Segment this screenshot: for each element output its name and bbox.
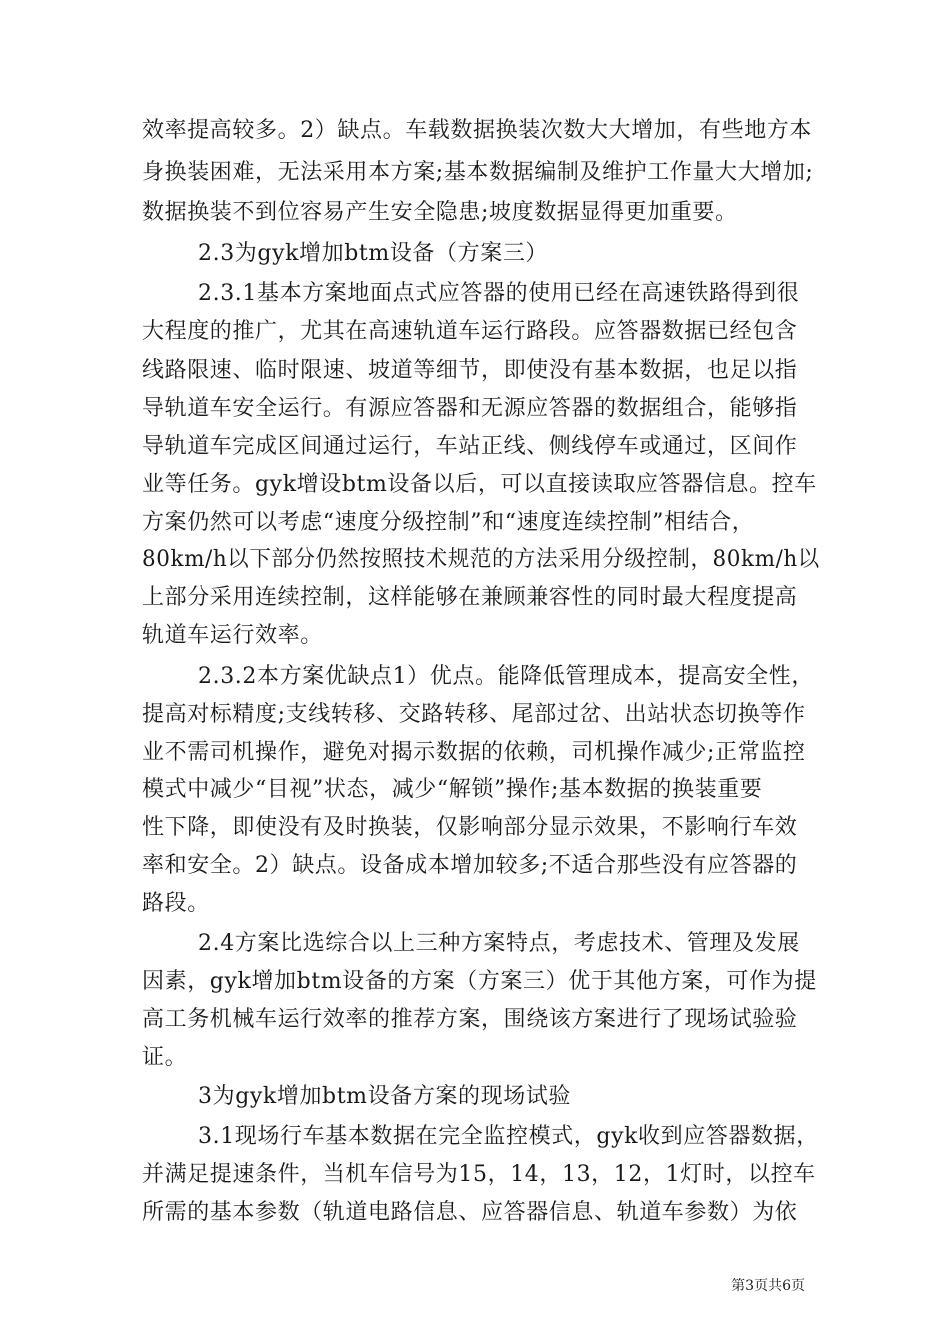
text-line: 提高对标精度;支线转移、交路转移、尾部过岔、出站状态切换等作 — [142, 702, 806, 727]
text-line: 2.4方案比选综合以上三种方案特点，考虑技术、管理及发展 — [198, 931, 800, 956]
text-line: 路段。 — [142, 891, 210, 916]
text-line: 所需的基本参数（轨道电路信息、应答器信息、轨道车参数）为依 — [142, 1200, 798, 1225]
text-line: 线路限速、临时限速、坡道等细节，即使没有基本数据，也足以指 — [142, 358, 798, 383]
text-line: 效率提高较多。2）缺点。车载数据换装次数大大增加，有些地方本 — [142, 118, 812, 143]
text-line: 性下降，即使没有及时换装，仅影响部分显示效果，不影响行车效 — [142, 815, 798, 840]
text-line: 3.1现场行车基本数据在完全监控模式，gyk收到应答器数据， — [198, 1124, 819, 1149]
text-line: 轨道车运行效率。 — [142, 623, 323, 648]
text-line: 身换装困难，无法采用本方案;基本数据编制及维护工作量大大增加; — [142, 160, 814, 185]
text-line: 导轨道车安全运行。有源应答器和无源应答器的数据组合，能够指 — [142, 396, 798, 421]
text-line: 率和安全。2）缺点。设备成本增加较多;不适合那些没有应答器的 — [142, 853, 798, 878]
text-line: 上部分采用连续控制，这样能够在兼顾兼容性的同时最大程度提高 — [142, 585, 798, 610]
text-line: 高工务机械车运行效率的推荐方案，围绕该方案进行了现场试验验 — [142, 1007, 798, 1032]
text-line: 证。 — [142, 1045, 188, 1070]
text-line: 数据换装不到位容易产生安全隐患;坡度数据显得更加重要。 — [142, 200, 738, 225]
text-line: 方案仍然可以考虑“速度分级控制”和“速度连续控制”相结合， — [142, 510, 755, 535]
text-line: 业不需司机操作，避免对揭示数据的依赖，司机操作减少;正常监控 — [142, 740, 806, 765]
text-line: 大程度的推广，尤其在高速轨道车运行路段。应答器数据已经包含 — [142, 319, 798, 344]
page-number: 第3页共6页 — [731, 1278, 805, 1294]
text-line: 2.3.2本方案优缺点1）优点。能降低管理成本，提高安全性， — [198, 664, 814, 689]
text-line: 80km/h以下部分仍然按照技术规范的方法采用分级控制，80km/h以 — [142, 547, 820, 572]
text-line: 业等任务。gyk增设btm设备以后，可以直接读取应答器信息。控车 — [142, 472, 817, 497]
section-heading: 3为gyk增加btm设备方案的现场试验 — [198, 1084, 572, 1109]
text-line: 并满足提速条件，当机车信号为15，14，13，12，1灯时，以控车 — [142, 1162, 816, 1187]
section-heading: 2.3为gyk增加btm设备（方案三） — [198, 241, 549, 266]
text-line: 导轨道车完成区间通过运行，车站正线、侧线停车或通过，区间作 — [142, 434, 798, 459]
text-line: 模式中减少“目视”状态，减少“解锁”操作;基本数据的换装重要 — [142, 777, 763, 802]
text-line: 2.3.1基本方案地面点式应答器的使用已经在高速铁路得到很 — [198, 281, 800, 306]
text-line: 因素，gyk增加btm设备的方案（方案三）优于其他方案，可作为提 — [142, 969, 817, 994]
